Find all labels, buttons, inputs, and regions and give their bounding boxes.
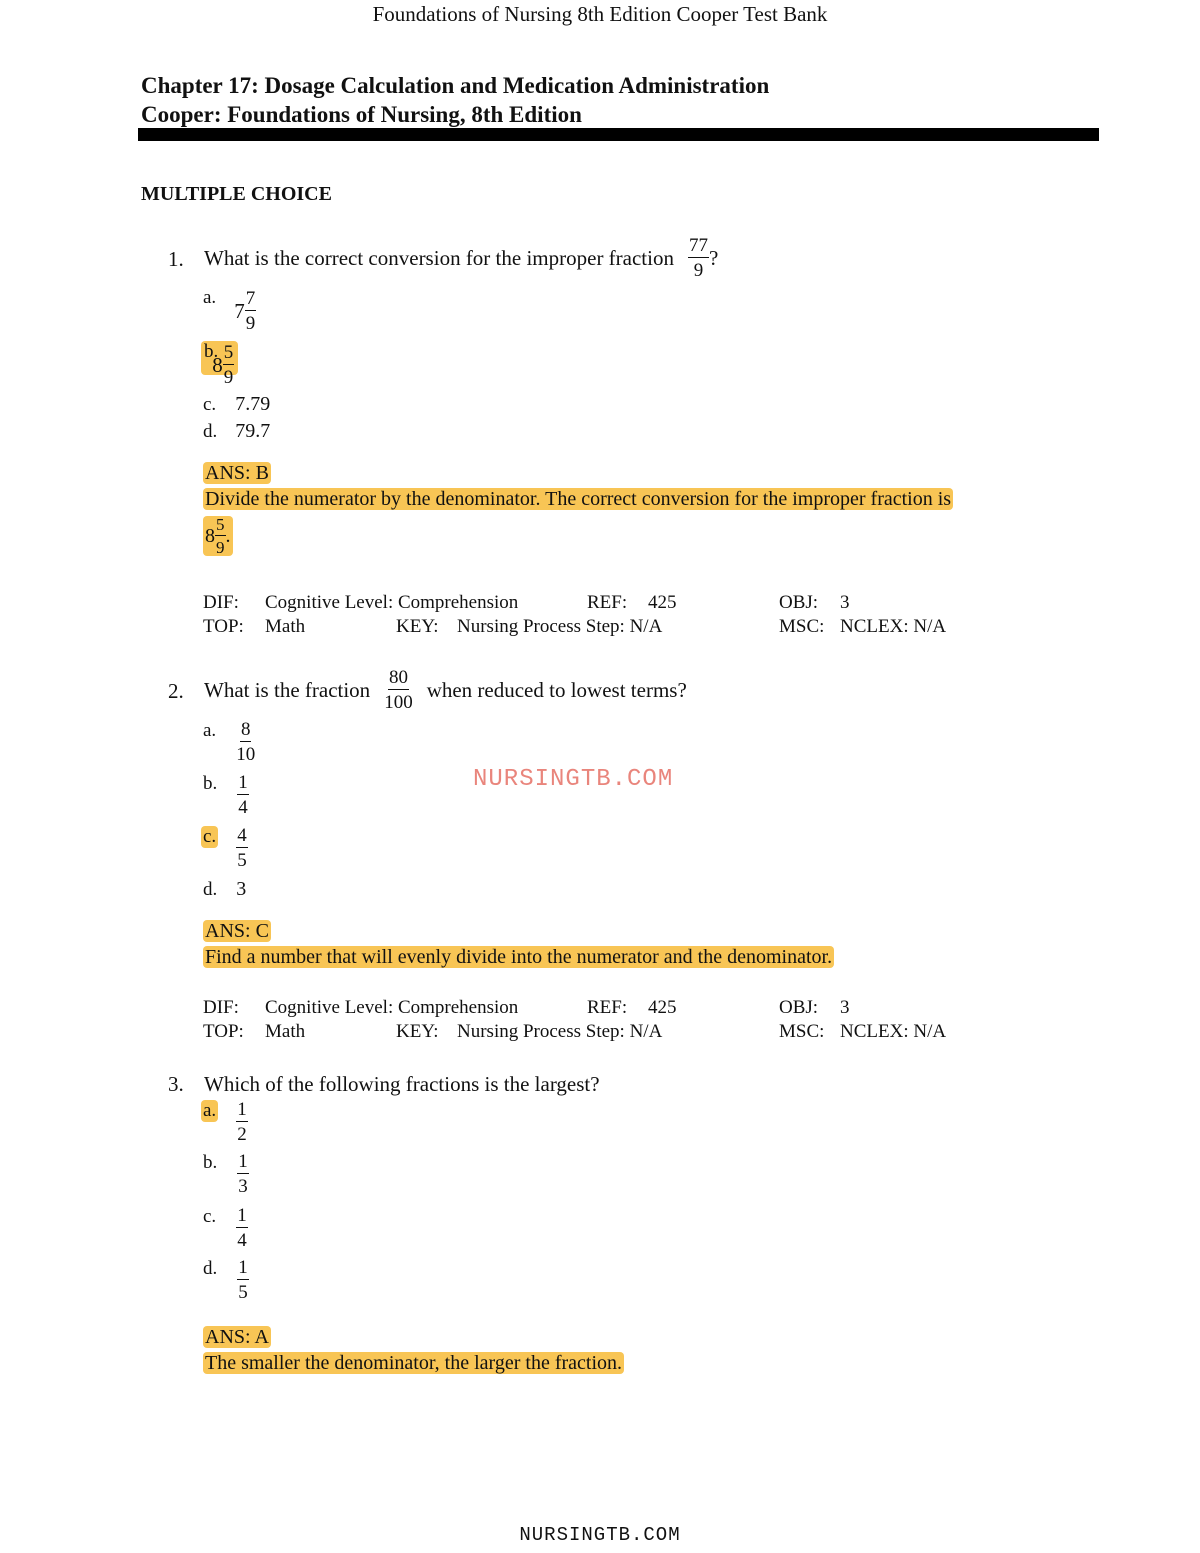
answer-highlight: a.	[203, 1100, 217, 1121]
mixed-number: 7 $\frac{7}{9}$	[234, 288, 256, 334]
mixed-number: 8 $\frac{5}{9}$	[212, 342, 234, 388]
question-stem: What is the correct conversion for the improper fraction $\frac{77}{9}$ ?	[204, 235, 719, 281]
title-rule	[138, 128, 1099, 141]
option-b[interactable]	[201, 341, 234, 387]
answer-key: ANS: B	[205, 462, 269, 484]
stem-fraction: $\frac{77}{9}$	[688, 235, 708, 281]
option-c[interactable]: c. $\frac{4}{5}$	[203, 825, 247, 871]
option-c[interactable]: c. $\frac{1}{4}$	[203, 1205, 247, 1251]
option-d[interactable]: d. 79.7	[203, 420, 271, 442]
option-a[interactable]: a. $\frac{1}{2}$	[203, 1099, 247, 1145]
rationale: Divide the numerator by the denominator. The correct conversion for the improper fraction is	[205, 488, 952, 510]
question-number: 2.	[168, 679, 184, 703]
option-b[interactable]: b. $\frac{1}{3}$	[203, 1151, 248, 1197]
answer-key: ANS: C	[205, 920, 269, 942]
option-d[interactable]: d. 3	[203, 878, 247, 900]
option-b[interactable]: b. $\frac{1}{4}$	[203, 772, 248, 818]
question-stem: Which of the following fractions is the largest?	[204, 1072, 600, 1096]
option-a[interactable]: a. 7 $\frac{7}{9}$	[203, 287, 256, 334]
answer-highlight: c.	[203, 826, 217, 847]
watermark: NURSINGTB.COM	[473, 766, 674, 793]
stem-fraction: $\frac{80}{100}$	[384, 667, 413, 713]
question-stem: What is the fraction $\frac{80}{100}$ when reduced to lowest terms?	[204, 667, 687, 713]
page-footer: NURSINGTB.COM	[519, 1524, 681, 1546]
answer-key: ANS: A	[205, 1326, 269, 1348]
option-c[interactable]: c. 7.79	[203, 393, 271, 415]
option-d[interactable]: d. $\frac{1}{5}$	[203, 1257, 248, 1303]
rationale: The smaller the denominator, the larger the fraction.	[205, 1352, 623, 1374]
section-heading: MULTIPLE CHOICE	[141, 183, 332, 205]
rationale-fraction: 8 $\frac{5}{9}$ .	[205, 515, 231, 557]
book-title: Cooper: Foundations of Nursing, 8th Edition	[141, 102, 582, 127]
answer-highlight: b.	[201, 341, 238, 375]
option-a[interactable]: a. $\frac{8}{10}$	[203, 719, 256, 765]
rationale: Find a number that will evenly divide into the numerator and the denominator.	[205, 946, 833, 968]
question-number: 1.	[168, 247, 184, 271]
stem-text: What is the correct conversion for the improper fraction	[204, 245, 674, 270]
page-header: Foundations of Nursing 8th Edition Cooper Test Bank	[372, 2, 828, 26]
chapter-title: Chapter 17: Dosage Calculation and Medication Administration	[141, 73, 770, 98]
question-number: 3.	[168, 1072, 184, 1096]
